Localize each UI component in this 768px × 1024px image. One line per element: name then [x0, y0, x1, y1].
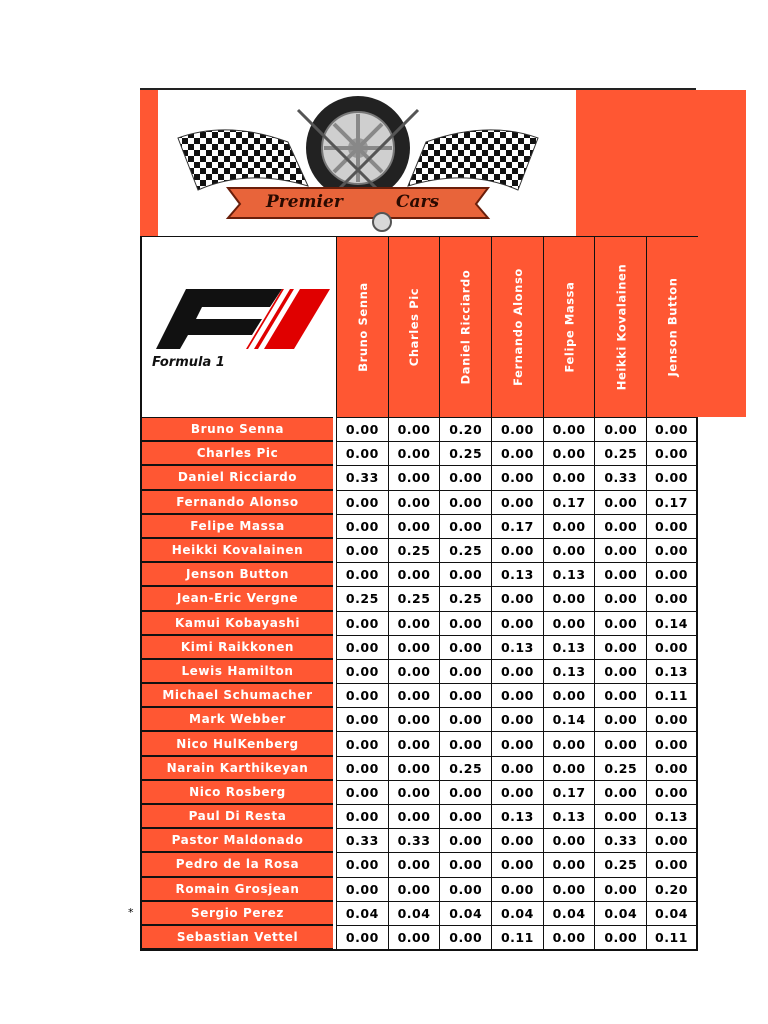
value-cell: 0.00	[439, 514, 491, 538]
value-cell: 0.25	[388, 538, 440, 562]
column-header	[543, 236, 595, 417]
value-cell: 0.33	[388, 828, 440, 852]
value-cell: 0.17	[646, 490, 698, 514]
value-cell: 0.00	[543, 417, 595, 441]
f1-logo-icon	[142, 237, 336, 418]
value-cell: 0.00	[388, 780, 440, 804]
f1-logo-cell	[142, 236, 336, 417]
row-name-cell: Pedro de la Rosa	[142, 852, 333, 876]
column-header-label: Bruno Senna	[355, 282, 370, 372]
value-cell: 0.00	[543, 828, 595, 852]
row-name-cell: Jean-Eric Vergne	[142, 586, 333, 610]
value-cell: 0.00	[543, 465, 595, 489]
row-name-cell: Daniel Ricciardo	[142, 465, 333, 489]
value-cell: 0.00	[646, 538, 698, 562]
value-cell: 0.17	[543, 780, 595, 804]
value-cell: 0.00	[646, 780, 698, 804]
value-cell: 0.00	[336, 417, 388, 441]
value-cell: 0.13	[491, 804, 543, 828]
value-cell: 0.04	[646, 901, 698, 925]
value-cell: 0.33	[594, 828, 646, 852]
value-cell: 0.17	[491, 514, 543, 538]
row-name-cell: Bruno Senna	[142, 417, 333, 441]
value-cell: 0.04	[491, 901, 543, 925]
value-cell: 0.00	[543, 877, 595, 901]
value-cell: 0.20	[646, 877, 698, 901]
value-cell: 0.13	[491, 635, 543, 659]
value-cell: 0.00	[439, 659, 491, 683]
value-cell: 0.00	[491, 441, 543, 465]
premier-cars-logo	[158, 90, 576, 236]
row-name-cell: Paul Di Resta	[142, 804, 333, 828]
column-header-label: Jenson Button	[665, 277, 680, 377]
value-cell: 0.00	[336, 635, 388, 659]
row-name-cell: Michael Schumacher	[142, 683, 333, 707]
value-cell: 0.00	[439, 683, 491, 707]
value-cell: 0.00	[491, 852, 543, 876]
value-cell: 0.04	[336, 901, 388, 925]
value-cell: 0.00	[543, 852, 595, 876]
column-header	[594, 236, 646, 417]
value-cell: 0.00	[336, 538, 388, 562]
value-cell: 0.00	[336, 707, 388, 731]
value-cell: 0.00	[388, 731, 440, 755]
value-cell: 0.00	[646, 465, 698, 489]
value-cell: 0.00	[543, 683, 595, 707]
value-cell: 0.00	[491, 490, 543, 514]
value-cell: 0.00	[543, 925, 595, 949]
row-name-cell: Lewis Hamilton	[142, 659, 333, 683]
value-cell: 0.00	[646, 586, 698, 610]
row-name-cell: Felipe Massa	[142, 514, 333, 538]
value-cell: 0.00	[388, 514, 440, 538]
value-cell: 0.00	[594, 586, 646, 610]
value-cell: 0.00	[543, 756, 595, 780]
value-cell: 0.04	[388, 901, 440, 925]
value-cell: 0.25	[439, 441, 491, 465]
value-cell: 0.00	[594, 707, 646, 731]
value-cell: 0.00	[543, 514, 595, 538]
value-cell: 0.00	[491, 683, 543, 707]
value-cell: 0.00	[439, 877, 491, 901]
value-cell: 0.25	[439, 586, 491, 610]
value-cell: 0.00	[543, 538, 595, 562]
value-cell: 0.04	[594, 901, 646, 925]
value-cell: 0.00	[491, 611, 543, 635]
value-cell: 0.04	[543, 901, 595, 925]
column-header	[336, 236, 388, 417]
value-cell: 0.25	[388, 586, 440, 610]
column-header-label: Fernando Alonso	[510, 268, 525, 386]
value-cell: 0.00	[594, 562, 646, 586]
column-header	[646, 236, 698, 417]
value-cell: 0.00	[646, 731, 698, 755]
value-cell: 0.00	[594, 683, 646, 707]
value-cell: 0.00	[594, 804, 646, 828]
logo-text-cars: Cars	[396, 192, 440, 212]
value-cell: 0.00	[388, 611, 440, 635]
value-cell: 0.00	[491, 417, 543, 441]
value-cell: 0.11	[646, 683, 698, 707]
value-cell: 0.00	[388, 659, 440, 683]
footnote-marker: *	[128, 906, 134, 919]
value-cell: 0.00	[336, 731, 388, 755]
row-name-cell: Jenson Button	[142, 562, 333, 586]
checkered-flag-logo-icon	[158, 90, 576, 236]
value-cell: 0.25	[439, 538, 491, 562]
value-cell: 0.13	[646, 804, 698, 828]
value-cell: 0.00	[646, 417, 698, 441]
row-name-cell: Charles Pic	[142, 441, 333, 465]
value-cell: 0.00	[594, 611, 646, 635]
value-cell: 0.00	[646, 562, 698, 586]
value-cell: 0.00	[388, 707, 440, 731]
value-cell: 0.00	[543, 731, 595, 755]
value-cell: 0.00	[336, 780, 388, 804]
value-cell: 0.00	[646, 441, 698, 465]
row-name-cell: Narain Karthikeyan	[142, 756, 333, 780]
value-cell: 0.00	[336, 611, 388, 635]
column-header-label: Charles Pic	[407, 287, 422, 367]
value-cell: 0.04	[439, 901, 491, 925]
value-cell: 0.00	[594, 731, 646, 755]
value-cell: 0.00	[491, 659, 543, 683]
column-header	[388, 236, 440, 417]
value-cell: 0.11	[491, 925, 543, 949]
value-cell: 0.00	[594, 877, 646, 901]
f1-caption: Formula 1	[152, 355, 225, 370]
value-cell: 0.14	[646, 611, 698, 635]
value-cell: 0.00	[388, 877, 440, 901]
value-cell: 0.00	[646, 707, 698, 731]
value-cell: 0.00	[336, 659, 388, 683]
value-cell: 0.00	[646, 756, 698, 780]
row-name-cell: Mark Webber	[142, 707, 333, 731]
row-name-cell: Kimi Raikkonen	[142, 635, 333, 659]
column-header-label: Daniel Ricciardo	[458, 269, 473, 385]
row-name-cell: Pastor Maldonado	[142, 828, 333, 852]
value-cell: 0.00	[491, 780, 543, 804]
value-cell: 0.13	[491, 562, 543, 586]
value-cell: 0.00	[491, 731, 543, 755]
row-name-cell: Nico HulKenberg	[142, 731, 333, 755]
value-cell: 0.00	[388, 490, 440, 514]
row-name-cell: Kamui Kobayashi	[142, 611, 333, 635]
value-cell: 0.25	[594, 852, 646, 876]
value-cell: 0.00	[439, 562, 491, 586]
value-cell: 0.00	[439, 925, 491, 949]
value-cell: 0.00	[439, 828, 491, 852]
value-cell: 0.13	[646, 659, 698, 683]
row-name-cell: Sebastian Vettel	[142, 925, 333, 949]
value-cell: 0.00	[336, 683, 388, 707]
value-cell: 0.00	[594, 659, 646, 683]
value-cell: 0.00	[439, 490, 491, 514]
value-cell: 0.00	[491, 465, 543, 489]
value-cell: 0.33	[336, 828, 388, 852]
column-header	[491, 236, 543, 417]
value-cell: 0.00	[388, 562, 440, 586]
value-cell: 0.00	[594, 635, 646, 659]
value-cell: 0.13	[543, 804, 595, 828]
value-cell: 0.00	[491, 707, 543, 731]
value-cell: 0.11	[646, 925, 698, 949]
value-cell: 0.00	[388, 804, 440, 828]
value-cell: 0.00	[388, 441, 440, 465]
value-cell: 0.00	[336, 804, 388, 828]
value-cell: 0.20	[439, 417, 491, 441]
value-cell: 0.00	[336, 562, 388, 586]
value-cell: 0.00	[543, 441, 595, 465]
value-cell: 0.00	[594, 780, 646, 804]
value-cell: 0.25	[594, 441, 646, 465]
value-cell: 0.00	[594, 490, 646, 514]
value-cell: 0.00	[646, 514, 698, 538]
value-cell: 0.00	[594, 925, 646, 949]
value-cell: 0.00	[336, 877, 388, 901]
value-cell: 0.00	[439, 852, 491, 876]
value-cell: 0.13	[543, 562, 595, 586]
value-cell: 0.00	[439, 611, 491, 635]
value-cell: 0.00	[388, 465, 440, 489]
value-cell: 0.25	[594, 756, 646, 780]
row-name-cell: Fernando Alonso	[142, 490, 333, 514]
value-cell: 0.14	[543, 707, 595, 731]
header-left-strip	[140, 90, 158, 236]
column-header-label: Heikki Kovalainen	[613, 263, 628, 391]
value-cell: 0.00	[336, 490, 388, 514]
row-name-cell: Nico Rosberg	[142, 780, 333, 804]
value-cell: 0.00	[336, 756, 388, 780]
value-cell: 0.00	[646, 828, 698, 852]
value-cell: 0.00	[491, 828, 543, 852]
value-cell: 0.00	[336, 441, 388, 465]
value-cell: 0.00	[646, 635, 698, 659]
value-cell: 0.00	[439, 465, 491, 489]
value-cell: 0.13	[543, 659, 595, 683]
value-cell: 0.00	[388, 756, 440, 780]
value-cell: 0.00	[594, 514, 646, 538]
value-cell: 0.33	[594, 465, 646, 489]
row-name-cell: Heikki Kovalainen	[142, 538, 333, 562]
value-cell: 0.25	[336, 586, 388, 610]
value-cell: 0.00	[336, 852, 388, 876]
value-cell: 0.00	[439, 707, 491, 731]
value-cell: 0.00	[646, 852, 698, 876]
value-cell: 0.00	[491, 538, 543, 562]
value-cell: 0.00	[543, 611, 595, 635]
value-cell: 0.00	[388, 683, 440, 707]
value-cell: 0.13	[543, 635, 595, 659]
row-name-cell: Romain Grosjean	[142, 877, 333, 901]
value-cell: 0.17	[543, 490, 595, 514]
value-cell: 0.00	[594, 538, 646, 562]
logo-text-premier: Premier	[266, 192, 343, 212]
value-cell: 0.00	[388, 417, 440, 441]
value-cell: 0.00	[388, 925, 440, 949]
column-header-label: Felipe Massa	[562, 281, 577, 373]
value-cell: 0.00	[439, 635, 491, 659]
value-cell: 0.00	[491, 877, 543, 901]
value-cell: 0.00	[439, 804, 491, 828]
value-cell: 0.00	[491, 586, 543, 610]
value-cell: 0.00	[336, 514, 388, 538]
results-table	[140, 236, 698, 951]
value-cell: 0.00	[594, 417, 646, 441]
value-cell: 0.00	[388, 852, 440, 876]
value-cell: 0.00	[388, 635, 440, 659]
value-cell: 0.00	[543, 586, 595, 610]
row-name-cell: Sergio Perez	[142, 901, 333, 925]
column-header	[439, 236, 491, 417]
value-cell: 0.25	[439, 756, 491, 780]
value-cell: 0.00	[336, 925, 388, 949]
value-cell: 0.00	[439, 780, 491, 804]
value-cell: 0.33	[336, 465, 388, 489]
value-cell: 0.00	[491, 756, 543, 780]
value-cell: 0.00	[439, 731, 491, 755]
